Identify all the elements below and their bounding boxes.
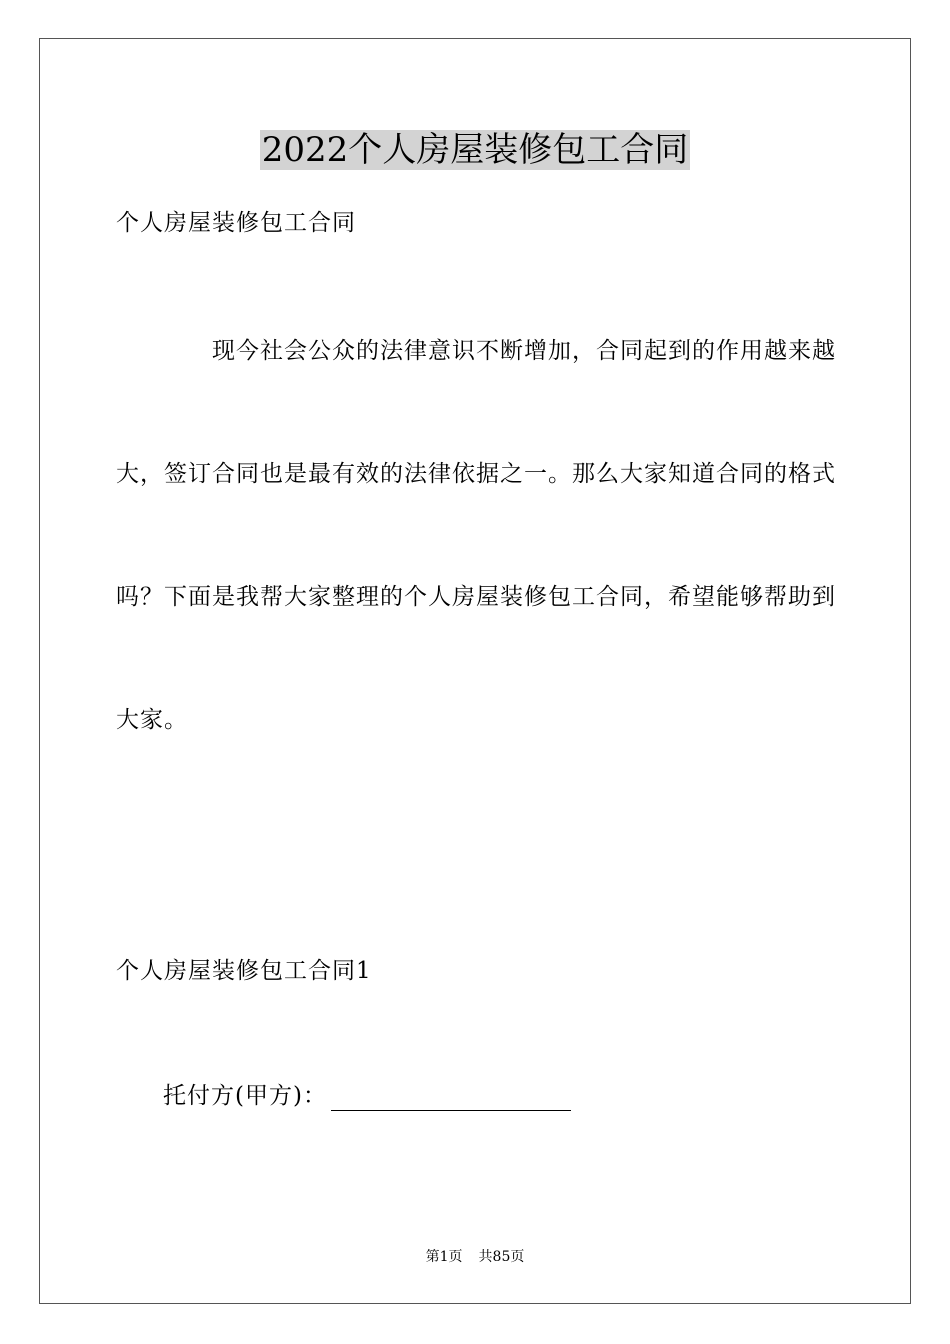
party-a-row: [163, 1081, 571, 1111]
page-total: 共85页: [478, 1249, 525, 1265]
intro-line-4: 大家。: [116, 707, 188, 733]
section-heading: 个人房屋装修包工合同1: [116, 958, 372, 984]
intro-line-1: 现今社会公众的法律意识不断增加，合同起到的作用越来越: [212, 338, 836, 364]
document-title: [0, 128, 950, 172]
intro-line-3: 吗？下面是我帮大家整理的个人房屋装修包工合同，希望能够帮助到: [116, 584, 836, 610]
intro-line-2: 大，签订合同也是最有效的法律依据之一。那么大家知道合同的格式: [116, 461, 836, 487]
party-a-blank-field[interactable]: [331, 1088, 571, 1111]
document-title-text: 2022个人房屋装修包工合同: [261, 130, 689, 170]
document-subtitle: 个人房屋装修包工合同: [116, 210, 356, 236]
page-number: 第1页: [425, 1249, 463, 1265]
page-footer: [0, 1247, 950, 1267]
party-a-label: 托付方(甲方)：: [163, 1083, 327, 1109]
